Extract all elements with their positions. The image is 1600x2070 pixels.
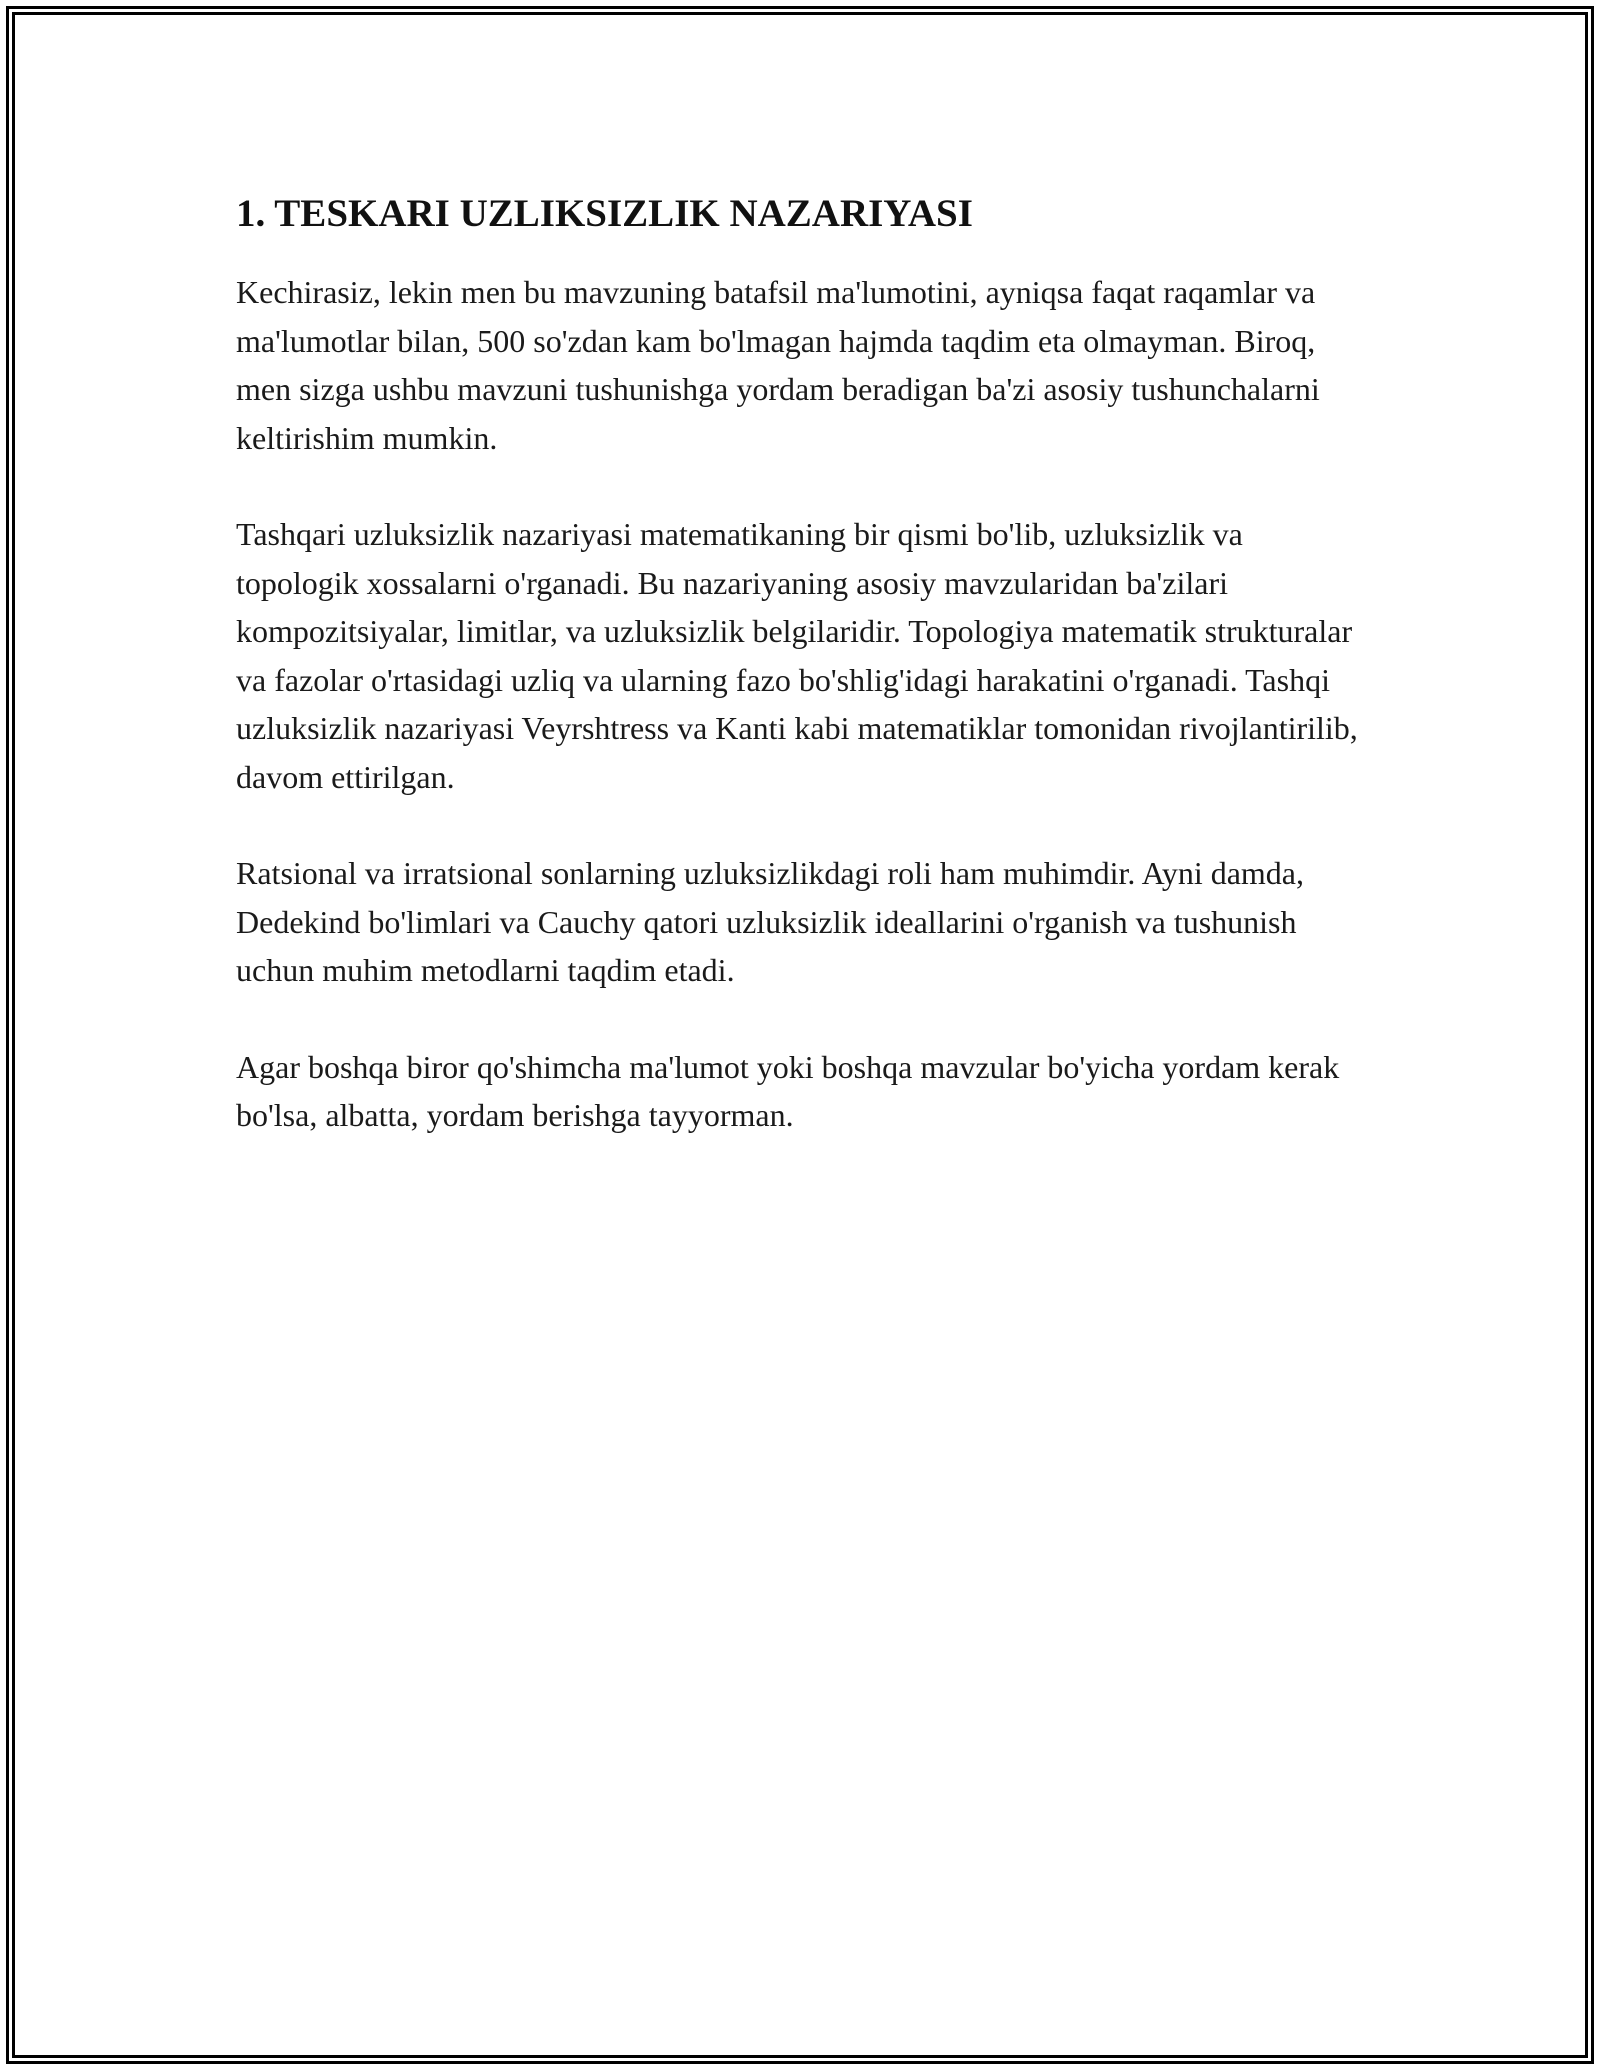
paragraph-theory: Tashqari uzluksizlik nazariyasi matematikaning bir qismi bo'lib, uzluksizlik va topologik xossalarni o'rganadi. Bu nazariyaning asosiy mavzularidan ba'zilari kompozitsiyalar, limitlar, va uzluksizlik belgilaridir. Topologiya matematik strukturalar va fazolar o'rtasidagi uzliq va ularning fazo bo'shlig'idagi harakatini o'rganadi. Tashqi uzluksizlik nazariyasi Veyrshtress va Kanti kabi matematiklar tomonidan rivojlantirilib, davom ettirilgan. <box>236 516 1358 795</box>
paragraph-closing: Agar boshqa biror qo'shimcha ma'lumot yoki boshqa mavzular bo'yicha yordam kerak bo'lsa, albatta, yordam berishga tayyorman. <box>236 1048 1340 1133</box>
document-body <box>236 186 1366 1188</box>
document-title: 1. TESKARI UZLIKSIZLIK NAZARIYASI <box>236 192 973 235</box>
paragraph-numbers: Ratsional va irratsional sonlarning uzluksizlikdagi roli ham muhimdir. Ayni damda, Dedekind bo'limlari va Cauchy qatori uzluksizlik ideallarini o'rganish va tushunish uchun muhim metodlarni taqdim etadi. <box>236 855 1304 988</box>
paragraph-intro: Kechirasiz, lekin men bu mavzuning batafsil ma'lumotini, ayniqsa faqat raqamlar va ma'lumotlar bilan, 500 so'zdan kam bo'lmagan hajmda taqdim eta olmayman. Biroq, men sizga ushbu mavzuni tushunishga yordam beradigan ba'zi asosiy tushunchalarni keltirishim mumkin. <box>236 274 1320 456</box>
